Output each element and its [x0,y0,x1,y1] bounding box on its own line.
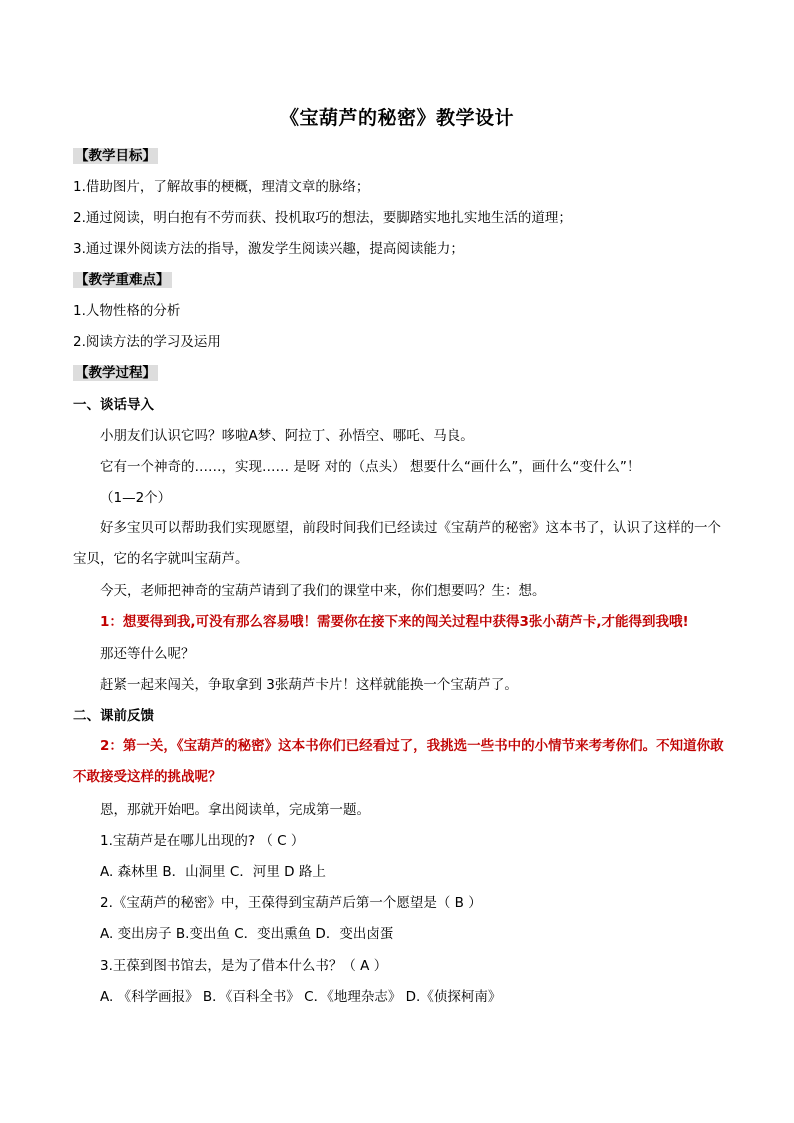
question-3-options: A. 《科学画报》 B．《百科全书》 C．《地理杂志》 D.《侦探柯南》 [100,989,502,1005]
part1-paragraph-4: 今天，老师把神奇的宝葫芦请到了我们的课堂中来，你们想要吗？生：想。 [100,583,546,599]
part2-paragraph-1: 恩，那就开始吧。拿出阅读单，完成第一题。 [100,802,370,818]
goal-item-3: 3.通过课外阅读方法的指导，激发学生阅读兴趣，提高阅读能力； [73,241,464,257]
key-point-item-2: 2.阅读方法的学习及运用 [73,334,221,350]
question-1-options: A. 森林里 B．山洞里 C．河里 D 路上 [100,864,326,880]
process-section-label: 【教学过程】 [75,365,156,381]
question-2-options: A. 变出房子 B.变出鱼 C．变出熏鱼 D．变出卤蛋 [100,926,394,942]
document-title: 《宝葫芦的秘密》教学设计 [279,107,514,129]
part1-paragraph-5: 那还等什么呢？ [100,646,195,662]
part1-paragraph-2: 它有一个神奇的……，实现…… 是呀 对的（点头） 想要什么“画什么”，画什么“变什么”！ [100,459,641,475]
question-1: 1.宝葫芦是在哪儿出现的? （ C ） [100,833,305,849]
part1-paragraph-6: 赶紧一起来闯关，争取拿到 3张葫芦卡片！这样就能换一个宝葫芦了。 [100,677,518,693]
part1-red-note: 1：想要得到我,可没有那么容易哦！需要你在接下来的闯关过程中获得3张小葫芦卡,才能得到我哦! [100,614,689,630]
question-2: 2.《宝葫芦的秘密》中，王葆得到宝葫芦后第一个愿望是（ B ） [100,895,482,911]
key-points-section-label: 【教学重难点】 [75,272,170,288]
question-3: 3.王葆到图书馆去，是为了借本什么书？（ A ） [100,958,388,974]
goals-section-label: 【教学目标】 [75,148,156,164]
part2-heading: 二、课前反馈 [73,708,154,724]
part1-paragraph-2b: （1—2个） [100,490,172,506]
goal-item-1: 1.借助图片，了解故事的梗概，理清文章的脉络； [73,179,370,195]
goal-item-2: 2.通过阅读，明白抱有不劳而获、投机取巧的想法，要脚踏实地扎实地生活的道理； [73,210,572,226]
part1-paragraph-1: 小朋友们认识它吗？哆啦A梦、阿拉丁、孙悟空、哪吒、马良。 [100,428,474,444]
part1-heading: 一、谈话导入 [73,397,154,413]
key-point-item-1: 1.人物性格的分析 [73,303,181,319]
part1-paragraph-3: 好多宝贝可以帮助我们实现愿望，前段时间我们已经读过《宝葫芦的秘密》这本书了，认识了这样的一个宝贝，它的名字就叫宝葫芦。 [73,520,721,567]
part2-red-note: 2：第一关，《宝葫芦的秘密》这本书你们已经看过了，我挑选一些书中的小情节来考考你们。不知道你敢不敢接受这样的挑战呢？ [73,738,724,785]
